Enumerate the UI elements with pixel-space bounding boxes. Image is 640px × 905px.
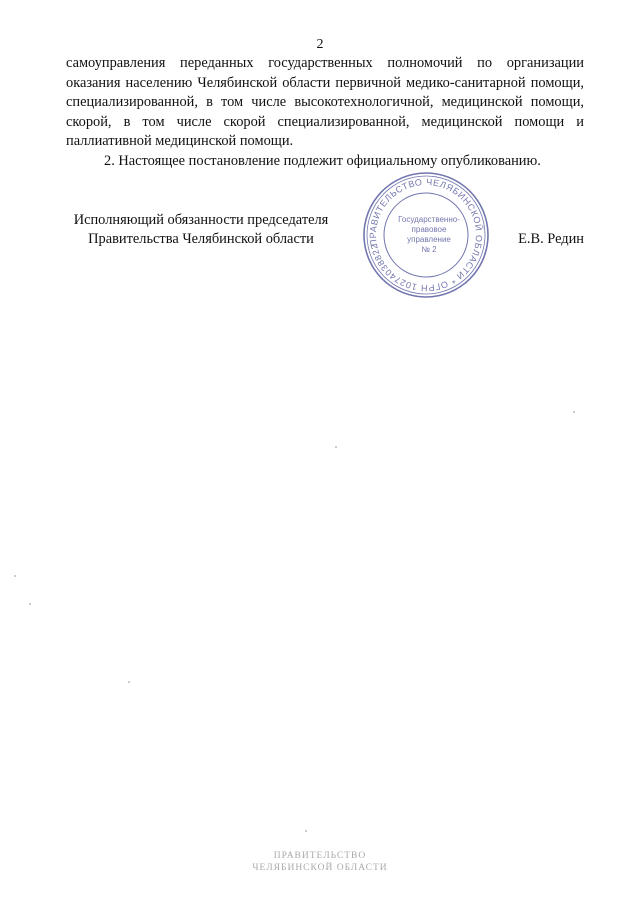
paragraph-publication: 2. Настоящее постановление подлежит официальному опубликованию.: [104, 152, 541, 169]
seal-center-line-1: Государственно-: [398, 215, 460, 224]
footer-watermark-line-2: ЧЕЛЯБИНСКОЙ ОБЛАСТИ: [252, 863, 388, 873]
scan-speck: [14, 575, 16, 577]
signer-name: Е.В. Редин: [518, 231, 584, 247]
scan-speck: [29, 603, 31, 605]
signer-title-line-2: Правительства Челябинской области: [88, 231, 314, 247]
page-number: 2: [316, 37, 324, 52]
scan-speck: [305, 830, 307, 832]
footer-watermark: [0, 850, 640, 874]
seal-center-line-3: управление: [407, 235, 451, 244]
seal-center-line-2: правовое: [411, 225, 447, 234]
signer-title: [66, 211, 336, 249]
seal-graphic: [351, 170, 501, 300]
footer-watermark-line-1: ПРАВИТЕЛЬСТВО: [273, 851, 367, 861]
seal-center-line-4: № 2: [421, 245, 437, 254]
official-seal-stamp: [351, 170, 501, 300]
seal-ring-text: ПРАВИТЕЛЬСТВО ЧЕЛЯБИНСКОЙ ОБЛАСТИ * ОГРН 1027403882210: [367, 176, 485, 294]
document-body: [66, 54, 584, 171]
scan-speck: [573, 411, 575, 413]
paragraph-continuation: самоуправления переданных государственных полномочий по организации оказания населению Челябинской области первичной медико-санитарной помощи, специализированной, в том числе высокотехнологичной, медицинской помощи, скорой, в том числе скорой специализированной, медицинской помощи и паллиативной медицинской помощи.: [66, 55, 584, 149]
scan-speck: [128, 681, 130, 683]
scan-speck: [335, 446, 337, 448]
signer-title-line-1: Исполняющий обязанности председателя: [73, 212, 329, 228]
